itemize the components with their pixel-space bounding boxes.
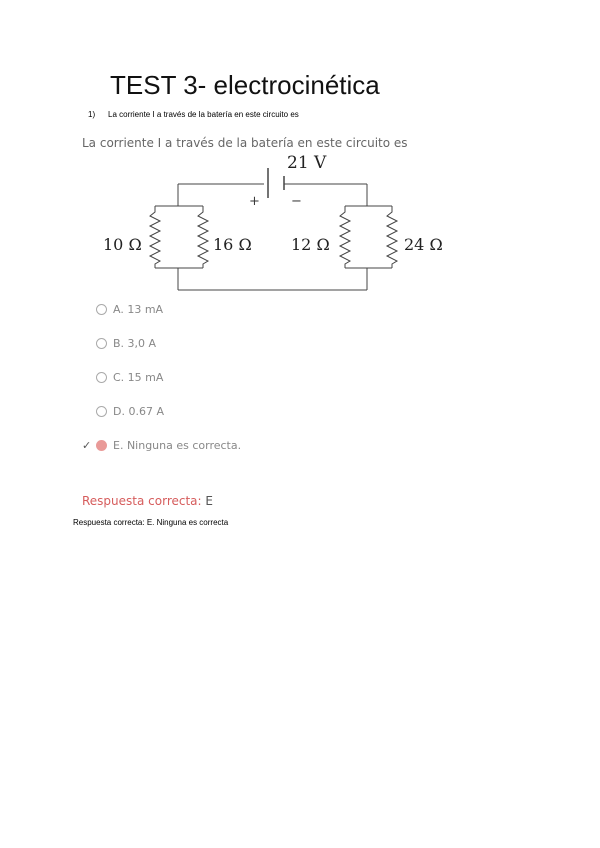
option-label: E. Ninguna es correcta.	[113, 438, 242, 452]
resistor-label-3: 12 Ω	[291, 235, 330, 254]
correct-answer-label: Respuesta correcta:	[82, 494, 202, 508]
correct-answer-value: E	[205, 494, 213, 508]
checkmark-icon: ✓	[82, 438, 92, 452]
question-text-typed: La corriente I a través de la batería en este circuito es	[108, 110, 299, 119]
radio-button[interactable]	[96, 304, 107, 315]
radio-button-selected[interactable]	[96, 440, 107, 451]
battery-plus-label: +	[249, 194, 260, 209]
option-label: A. 13 mA	[113, 302, 164, 316]
option-b[interactable]	[82, 326, 241, 360]
resistor-label-4: 24 Ω	[404, 235, 443, 254]
question-text: La corriente I a través de la batería en este circuito es	[82, 136, 408, 150]
resistor-zigzag-3	[340, 206, 350, 268]
resistor-label-2: 16 Ω	[213, 235, 252, 254]
option-label: B. 3,0 A	[113, 336, 157, 350]
page-title: TEST 3- electrocinética	[110, 70, 380, 100]
option-d[interactable]	[82, 394, 241, 428]
radio-button[interactable]	[96, 338, 107, 349]
option-e[interactable]	[82, 428, 241, 462]
battery-label: 21 V	[287, 153, 327, 173]
radio-button[interactable]	[96, 406, 107, 417]
option-label: D. 0.67 A	[113, 404, 164, 418]
resistor-zigzag-4	[387, 206, 397, 268]
resistor-zigzag-2	[198, 206, 208, 268]
option-a[interactable]	[82, 292, 241, 326]
battery-minus-label: −	[291, 194, 302, 209]
question-line	[88, 110, 299, 119]
option-label: C. 15 mA	[113, 370, 164, 384]
question-number: 1)	[88, 110, 96, 119]
option-c[interactable]	[82, 360, 241, 394]
circuit-diagram	[95, 150, 455, 295]
correct-answer-note: Respuesta correcta: E. Ninguna es correcta	[73, 518, 229, 527]
resistor-zigzag-1	[150, 206, 160, 268]
answer-options	[82, 292, 241, 462]
correct-answer	[82, 494, 213, 508]
radio-button[interactable]	[96, 372, 107, 383]
resistor-label-1: 10 Ω	[103, 235, 142, 254]
